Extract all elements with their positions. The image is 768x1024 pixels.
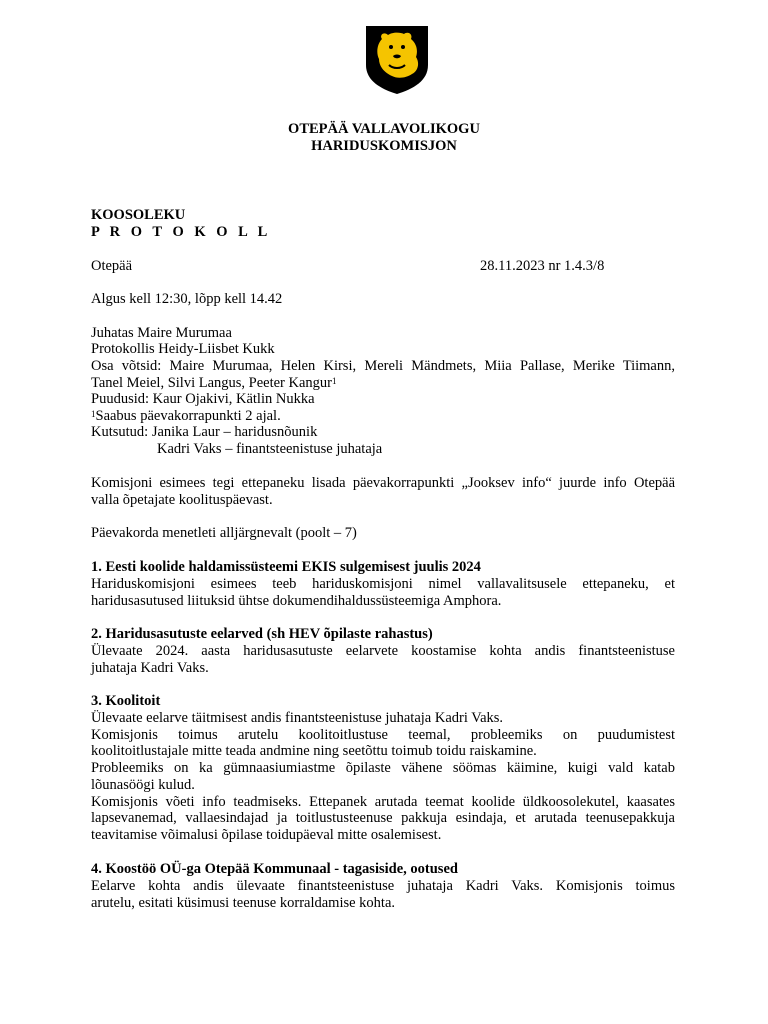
section-body xyxy=(91,710,675,844)
committee-name: HARIDUSKOMISJON xyxy=(311,138,457,154)
place: Otepää xyxy=(91,258,133,274)
section-body xyxy=(91,576,675,609)
section-line: Hariduskomisjoni esimees teeb hariduskomisjoni nimel vallavalitsusele ettepaneku, et xyxy=(91,576,675,592)
footnote-text: Saabus päevakorrapunkti 2 ajal. xyxy=(95,408,281,424)
section-line: Komisjonis võeti info teadmiseks. Ettepanek arutada teemat koolide üldkoosolekutel, kaasates xyxy=(91,793,675,810)
section-line: juhataja Kadri Vaks. xyxy=(91,659,209,676)
section-line: haridusasutused liituksid ühtse dokumendihaldussüsteemiga Amphora. xyxy=(91,592,502,609)
section-line: Eelarve kohta andis ülevaate finantsteenistuse juhataja Kadri Vaks. Komisjonis toimus xyxy=(91,878,675,894)
section-title: 2. Haridusasutuste eelarved (sh HEV õpilaste rahastus) xyxy=(91,626,433,642)
absent: Puudusid: Kaur Ojakivi, Kätlin Nukka xyxy=(91,391,315,407)
attendees xyxy=(91,358,675,391)
proposal-line1: Komisjoni esimees tegi ettepaneku lisada päevakorrapunkti „Jooksev info“ juurde info Otepää xyxy=(91,475,675,491)
section-line: Ülevaate 2024. aasta haridusasutuste eelarvete koostamise kohta andis finantsteenistuse xyxy=(91,643,675,659)
attendees-footnote-mark: 1 xyxy=(332,375,337,386)
footnote-mark: 1 xyxy=(91,409,96,419)
section-title: 4. Koostöö OÜ-ga Otepää Kommunaal - tagasiside, ootused xyxy=(91,861,458,877)
attendees-line2: Tanel Meiel, Silvi Langus, Peeter Kangur xyxy=(91,374,332,391)
proposal-line2: valla õpetajate koolituspäevast. xyxy=(91,491,273,508)
invited-line2: Kadri Vaks – finantsteenistuse juhataja xyxy=(157,441,383,457)
doc-type-line2: P R O T O K O L L xyxy=(91,224,271,240)
attendees-line2-wrap xyxy=(91,375,675,392)
section-line: teavitamise võimalusi õpilase toidupäeval mitte osalemisest. xyxy=(91,826,442,843)
org-name: OTEPÄÄ VALLAVOLIKOGU xyxy=(288,121,480,137)
section-line: koolitoitlustajale mitte teada andmine ning seetõttu toimub toidu raiskamine. xyxy=(91,743,537,760)
meeting-times: Algus kell 12:30, lõpp kell 14.42 xyxy=(91,291,283,307)
section-line: Probleemiks on ka gümnaasiumiastme õpilaste vähene söömas käimine, kuigi vald katab xyxy=(91,760,675,777)
section-line: arutelu, esitati küsimusi teenuse korraldamise kohta. xyxy=(91,894,396,911)
section-line: lapsevanemad, vallaesindajad ja toitlustusteenuse pakkuja esindaja, et arutada teenusepakkuja xyxy=(91,810,675,827)
recorder: Protokollis Heidy-Liisbet Kukk xyxy=(91,341,275,357)
section-line: Komisjonis toimus arutelu koolitoitlustuse teemal, probleemiks on puudumistest xyxy=(91,726,675,743)
chair: Juhatas Maire Murumaa xyxy=(91,325,232,341)
doc-type-line1: KOOSOLEKU xyxy=(91,207,186,223)
proposal-paragraph xyxy=(91,475,675,508)
section-line: Ülevaate eelarve täitmisest andis finantsteenistuse juhataja Kadri Vaks. xyxy=(91,710,504,726)
footnote xyxy=(91,408,281,425)
section-body xyxy=(91,643,675,676)
invited-line1: Kutsutud: Janika Laur – haridusnõunik xyxy=(91,424,318,440)
agenda-vote: Päevakorda menetleti alljärgnevalt (poolt – 7) xyxy=(91,525,357,541)
section-line: lõunasöögi kulud. xyxy=(91,776,195,793)
coat-of-arms-bear-head-icon xyxy=(365,25,429,95)
section-title: 3. Koolitoit xyxy=(91,693,161,709)
date-number: 28.11.2023 nr 1.4.3/8 xyxy=(480,258,605,274)
section-title: 1. Eesti koolide haldamissüsteemi EKIS sulgemisest juulis 2024 xyxy=(91,559,481,575)
section-body xyxy=(91,878,675,911)
attendees-line1: Osa võtsid: Maire Murumaa, Helen Kirsi, Mereli Mändmets, Miia Pallase, Merike Tiimann, xyxy=(91,358,675,374)
